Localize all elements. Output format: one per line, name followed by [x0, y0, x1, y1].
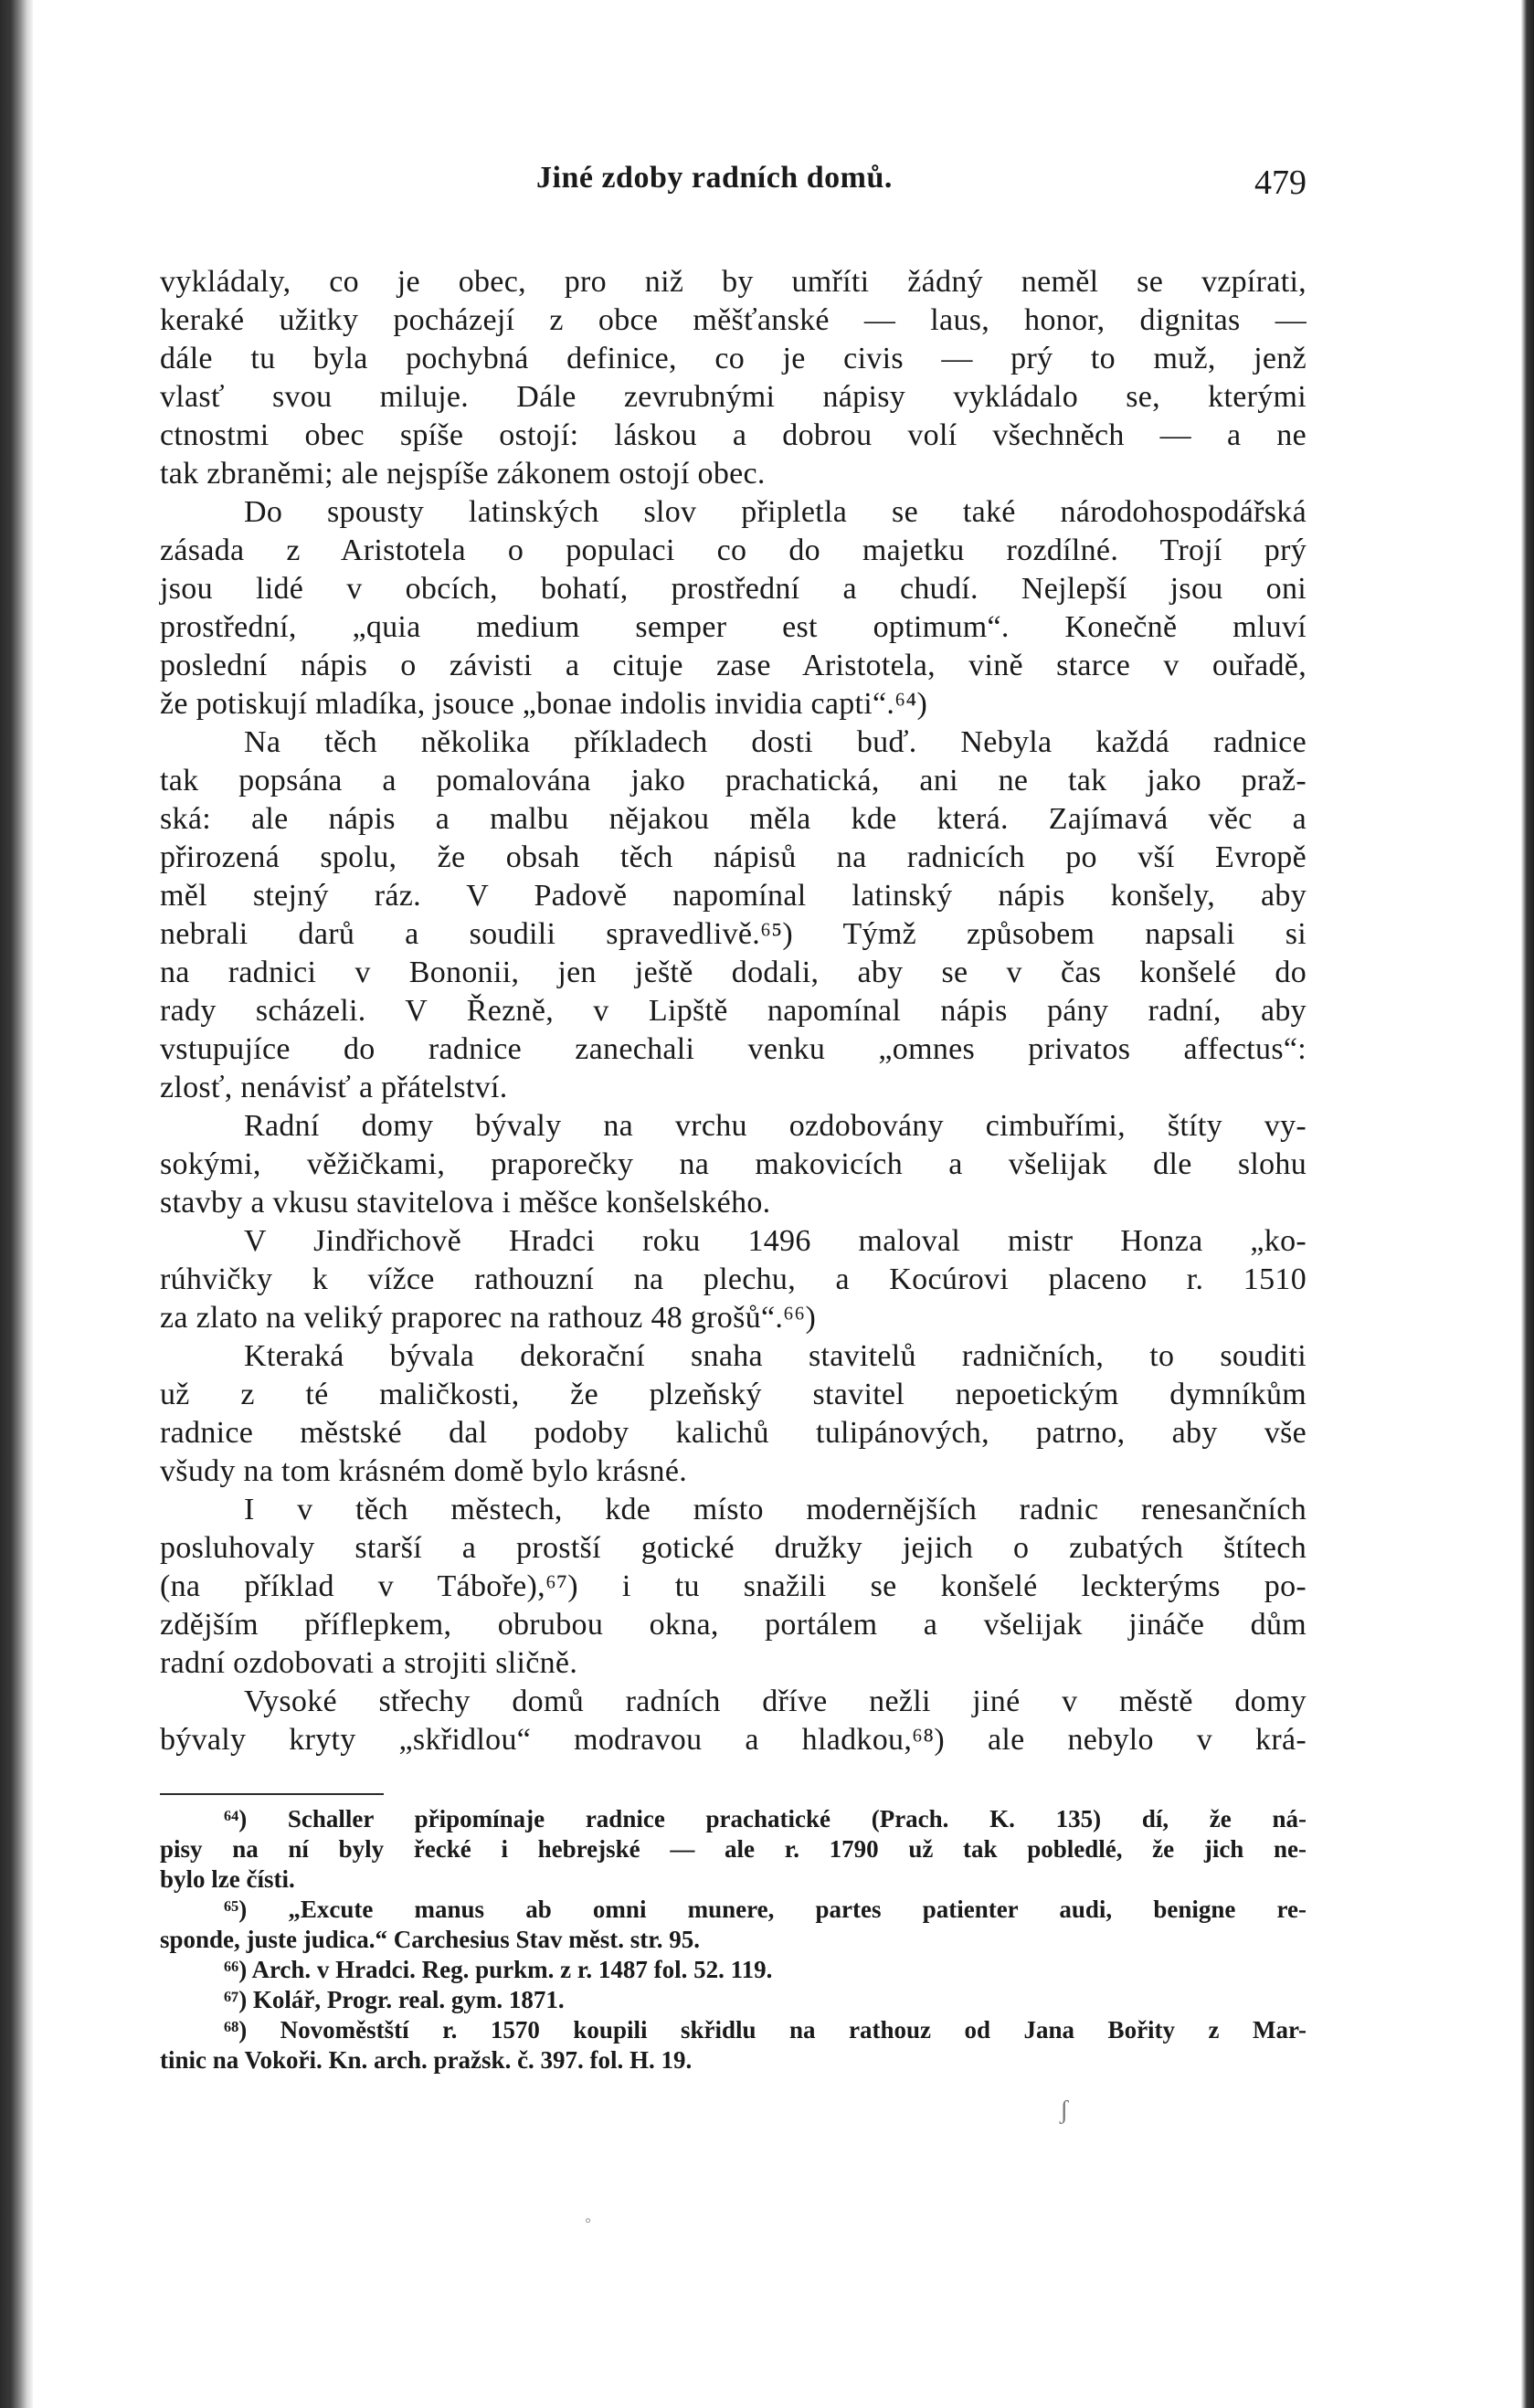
text-line: měl stejný ráz. V Padově napomínal latinský nápis konšely, aby — [160, 879, 1307, 913]
page-number: 479 — [1254, 164, 1307, 202]
text-line: keraké užitky pocházejí z obce měšťanské — laus, honor, dignitas — — [160, 303, 1307, 337]
footnote-line: pisy na ní byly řecké i hebrejské — ale r. 1790 už tak pobledlé, že jich ne- — [160, 1835, 1307, 1863]
text-line: Kteraká bývala dekorační snaha stavitelů radničních, to souditi — [244, 1339, 1307, 1373]
text-line: ská: ale nápis a malbu nějakou měla kde která. Zajímavá věc a — [160, 802, 1307, 836]
text-line: (na příklad v Táboře),⁶⁷) i tu snažili se konšelé leckterýms po- — [160, 1569, 1307, 1603]
text-line: posluhovaly starší a prostší gotické družky jejich o zubatých štítech — [160, 1531, 1307, 1565]
text-line: rúhvičky k vížce rathouzní na plechu, a Kocúrovi placeno r. 1510 — [160, 1262, 1307, 1296]
text-line: bývaly kryty „skřidlou“ modravou a hladkou,⁶⁸) ale nebylo v krá- — [160, 1723, 1307, 1757]
footnote-line: ⁶⁵) „Excute manus ab omni munere, partes patienter audi, benigne re- — [224, 1896, 1307, 1923]
text-line: tak popsána a pomalována jako prachatická, ani ne tak jako praž- — [160, 764, 1307, 797]
text-line: V Jindřichově Hradci roku 1496 maloval mistr Honza „ko- — [244, 1224, 1307, 1258]
text-line: Do spousty latinských slov připletla se také národohospodářská — [244, 495, 1307, 529]
text-line: za zlato na veliký praporec na rathouz 48 grošů“.⁶⁶) — [160, 1301, 817, 1335]
footnotes — [160, 1804, 1307, 2075]
scan-speck: ʃ — [1060, 2096, 1069, 2125]
body-text — [160, 263, 1307, 1759]
text-line: radní ozdobovati a strojiti sličně. — [160, 1646, 578, 1680]
text-line: jsou lidé v obcích, bohatí, prostřední a chudí. Nejlepší jsou oni — [160, 572, 1307, 606]
text-line: přirozená spolu, že obsah těch nápisů na radnicích po vší Evropě — [160, 840, 1307, 874]
text-line: nebrali darů a soudili spravedlivě.⁶⁵) Týmž způsobem napsali si — [160, 917, 1307, 951]
text-line: vstupujíce do radnice zanechali venku „omnes privatos affectus“: — [160, 1032, 1307, 1066]
text-line: už z té maličkosti, že plzeňský stavitel nepoetickým dymníkům — [160, 1378, 1307, 1411]
text-line: stavby a vkusu stavitelova i měšce konšelského. — [160, 1186, 771, 1220]
text-line: poslední nápis o závisti a cituje zase Aristotela, vině starce v ouřadě, — [160, 649, 1307, 682]
running-title: Jiné zdoby radních domů. — [536, 161, 893, 195]
text-line: sokými, věžičkami, praporečky na makovicích a všelijak dle slohu — [160, 1147, 1307, 1181]
page-edge-shadow — [1521, 0, 1534, 2408]
text-line: radnice městské dal podoby kalichů tulipánových, patrno, aby vše — [160, 1416, 1307, 1450]
text-line: Vysoké střechy domů radních dříve nežli jiné v městě domy — [244, 1685, 1307, 1718]
text-line: rady scházeli. V Řezně, v Lipště napomínal nápis pány radní, aby — [160, 994, 1307, 1028]
text-line: zdějším příflepkem, obrubou okna, portálem a všelijak jináče dům — [160, 1608, 1307, 1642]
text-line: vlasť svou miluje. Dále zevrubnými nápisy vykládalo se, kterými — [160, 380, 1307, 414]
footnote-line: tinic na Vokoři. Kn. arch. pražsk. č. 397. fol. H. 19. — [160, 2046, 693, 2074]
footnote-line: bylo lze čísti. — [160, 1865, 295, 1893]
text-line: prostřední, „quia medium semper est optimum“. Konečně mluví — [160, 610, 1307, 644]
text-line: tak zbraněmi; ale nejspíše zákonem ostojí obec. — [160, 457, 766, 491]
text-line: že potiskují mladíka, jsouce „bonae indolis invidia capti“.⁶⁴) — [160, 687, 928, 721]
text-line: zlosť, nenávisť a přátelství. — [160, 1071, 508, 1104]
text-line: Na těch několika příkladech dosti buď. Nebyla každá radnice — [244, 725, 1307, 759]
book-page — [160, 0, 1307, 2408]
text-line: ctnostmi obec spíše ostojí: láskou a dobrou volí všechněch — a ne — [160, 418, 1307, 452]
text-line: na radnici v Bononii, jen ještě dodali, aby se v čas konšelé do — [160, 956, 1307, 989]
footnote-line: ⁶⁶) Arch. v Hradci. Reg. purkm. z r. 1487 fol. 52. 119. — [224, 1956, 773, 1983]
text-line: všudy na tom krásném domě bylo krásné. — [160, 1454, 688, 1488]
footnote-rule — [160, 1793, 384, 1795]
text-line: Radní domy bývaly na vrchu ozdobovány cimbuřími, štíty vy- — [244, 1109, 1307, 1143]
footnote-line: ⁶⁸) Novoměstští r. 1570 koupili skřidlu na rathouz od Jana Bořity z Mar- — [224, 2016, 1307, 2044]
running-head — [160, 161, 1307, 206]
page-binding-shadow — [0, 0, 33, 2408]
text-line: zásada z Aristotela o populaci co do majetku rozdílné. Trojí prý — [160, 533, 1307, 567]
footnote-line: sponde, juste judica.“ Carchesius Stav měst. str. 95. — [160, 1926, 701, 1953]
footnote-line: ⁶⁷) Kolář, Progr. real. gym. 1871. — [224, 1986, 565, 2013]
text-line: dále tu byla pochybná definice, co je civis — prý to muž, jenž — [160, 342, 1307, 375]
text-line: vykládaly, co je obec, pro niž by umříti žádný neměl se vzpírati, — [160, 265, 1307, 299]
scan-speck: ◦ — [585, 2211, 592, 2231]
footnote-line: ⁶⁴) Schaller připomínaje radnice prachatické (Prach. K. 135) dí, že ná- — [224, 1805, 1307, 1832]
text-line: I v těch městech, kde místo modernějších radnic renesančních — [244, 1493, 1307, 1526]
